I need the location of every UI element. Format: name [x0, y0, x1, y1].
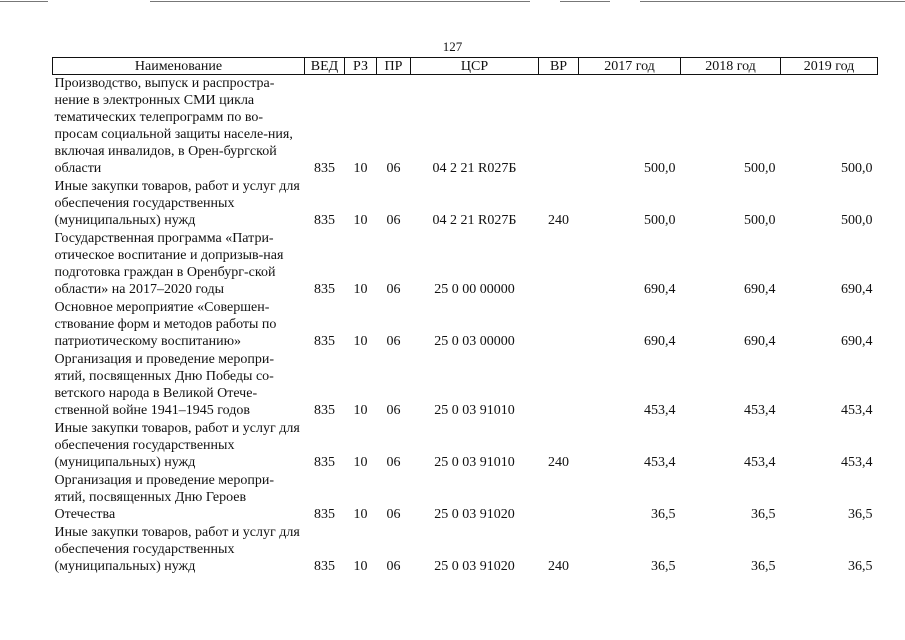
row-ved: 835: [314, 213, 335, 228]
row-pr: 06: [386, 559, 401, 574]
row-2019: 690,4: [841, 282, 873, 297]
row-2017: 453,4: [644, 403, 676, 418]
row-2019: 36,5: [848, 507, 873, 522]
row-rz: 10: [353, 334, 368, 349]
row-ved: 835: [314, 334, 335, 349]
header-ved: ВЕД: [305, 58, 345, 75]
row-pr: 06: [386, 282, 401, 297]
row-2018: 36,5: [751, 507, 776, 522]
row-2018: 453,4: [744, 403, 776, 418]
row-vr: 240: [548, 559, 569, 574]
table-row: [53, 75, 878, 179]
page-number: 127: [442, 39, 463, 54]
row-rz: 10: [353, 403, 368, 418]
row-pr: 06: [386, 507, 401, 522]
row-ved: 835: [314, 282, 335, 297]
header-2018: 2018 год: [681, 58, 781, 75]
row-name: Иные закупки товаров, работ и услуг для обеспечения государственных (муниципальных) нужд: [54, 421, 300, 470]
row-name: Организация и проведение меропри-ятий, посвященных Дню Героев Отечества: [54, 473, 275, 522]
row-vr: [539, 75, 579, 179]
header-csr: ЦСР: [411, 58, 539, 75]
table-row: [53, 420, 878, 472]
row-2019: 453,4: [841, 403, 873, 418]
budget-table: [52, 57, 878, 576]
table-row: [53, 299, 878, 351]
row-ved: 835: [314, 403, 335, 418]
row-2019: 453,4: [841, 455, 873, 470]
row-vr: [539, 472, 579, 524]
row-2017: 36,5: [651, 507, 676, 522]
row-csr: 25 0 00 00000: [434, 282, 515, 297]
row-2017: 690,4: [644, 282, 676, 297]
row-name: Государственная программа «Патри-отическое воспитание и допризыв-ная подготовка граждан в Оренбург-ской области» на 2017–2020 годы: [54, 231, 284, 297]
row-2018: 36,5: [751, 559, 776, 574]
row-vr: [539, 230, 579, 299]
row-vr: 240: [548, 455, 569, 470]
row-2017: 453,4: [644, 455, 676, 470]
row-2019: 36,5: [848, 559, 873, 574]
row-pr: 06: [386, 403, 401, 418]
row-vr: 240: [548, 213, 569, 228]
header-2019: 2019 год: [781, 58, 878, 75]
table-row: [53, 524, 878, 576]
row-csr: 25 0 03 00000: [434, 334, 515, 349]
row-2018: 453,4: [744, 455, 776, 470]
header-2017: 2017 год: [579, 58, 681, 75]
row-vr: [539, 299, 579, 351]
row-pr: 06: [386, 455, 401, 470]
row-2017: 500,0: [644, 213, 676, 228]
table-row: [53, 472, 878, 524]
row-rz: 10: [353, 559, 368, 574]
row-2017: 690,4: [644, 334, 676, 349]
header-pr: ПР: [377, 58, 411, 75]
table-row: [53, 230, 878, 299]
row-rz: 10: [353, 213, 368, 228]
row-2018: 690,4: [744, 334, 776, 349]
row-csr: 25 0 03 91020: [434, 559, 515, 574]
row-pr: 06: [386, 161, 401, 176]
row-rz: 10: [353, 455, 368, 470]
header-vr: ВР: [539, 58, 579, 75]
row-rz: 10: [353, 507, 368, 522]
row-ved: 835: [314, 507, 335, 522]
row-2018: 500,0: [744, 213, 776, 228]
row-name: Основное мероприятие «Совершен-ствование форм и методов работы по патриотическому воспитанию»: [54, 300, 277, 349]
header-name: Наименование: [53, 58, 305, 75]
row-ved: 835: [314, 455, 335, 470]
row-2019: 500,0: [841, 161, 873, 176]
row-rz: 10: [353, 282, 368, 297]
row-ved: 835: [314, 559, 335, 574]
header-rz: РЗ: [345, 58, 377, 75]
row-pr: 06: [386, 334, 401, 349]
row-csr: 25 0 03 91020: [434, 507, 515, 522]
row-name: Производство, выпуск и распростра-нение в электронных СМИ цикла тематических телепрограмм по во-просам социальной защиты населе-ния, включая инвалидов, в Орен-бургской области: [54, 76, 293, 176]
table-header-row: [53, 58, 878, 75]
row-ved: 835: [314, 161, 335, 176]
scan-edge-line: [0, 0, 905, 4]
row-2019: 500,0: [841, 213, 873, 228]
row-name: Организация и проведение меропри-ятий, посвященных Дню Победы со-ветского народа в Великой Отече-ственной войне 1941–1945 годов: [54, 352, 275, 418]
row-csr: 25 0 03 91010: [434, 403, 515, 418]
row-csr: 25 0 03 91010: [434, 455, 515, 470]
table-row: [53, 351, 878, 420]
row-vr: [539, 351, 579, 420]
row-name: Иные закупки товаров, работ и услуг для обеспечения государственных (муниципальных) нужд: [54, 179, 300, 228]
row-csr: 04 2 21 R027Б: [432, 213, 517, 228]
row-2018: 500,0: [744, 161, 776, 176]
row-2018: 690,4: [744, 282, 776, 297]
row-2017: 500,0: [644, 161, 676, 176]
row-rz: 10: [353, 161, 368, 176]
row-2019: 690,4: [841, 334, 873, 349]
row-pr: 06: [386, 213, 401, 228]
row-2017: 36,5: [651, 559, 676, 574]
table-row: [53, 178, 878, 230]
row-name: Иные закупки товаров, работ и услуг для обеспечения государственных (муниципальных) нужд: [54, 525, 300, 574]
row-csr: 04 2 21 R027Б: [432, 161, 517, 176]
